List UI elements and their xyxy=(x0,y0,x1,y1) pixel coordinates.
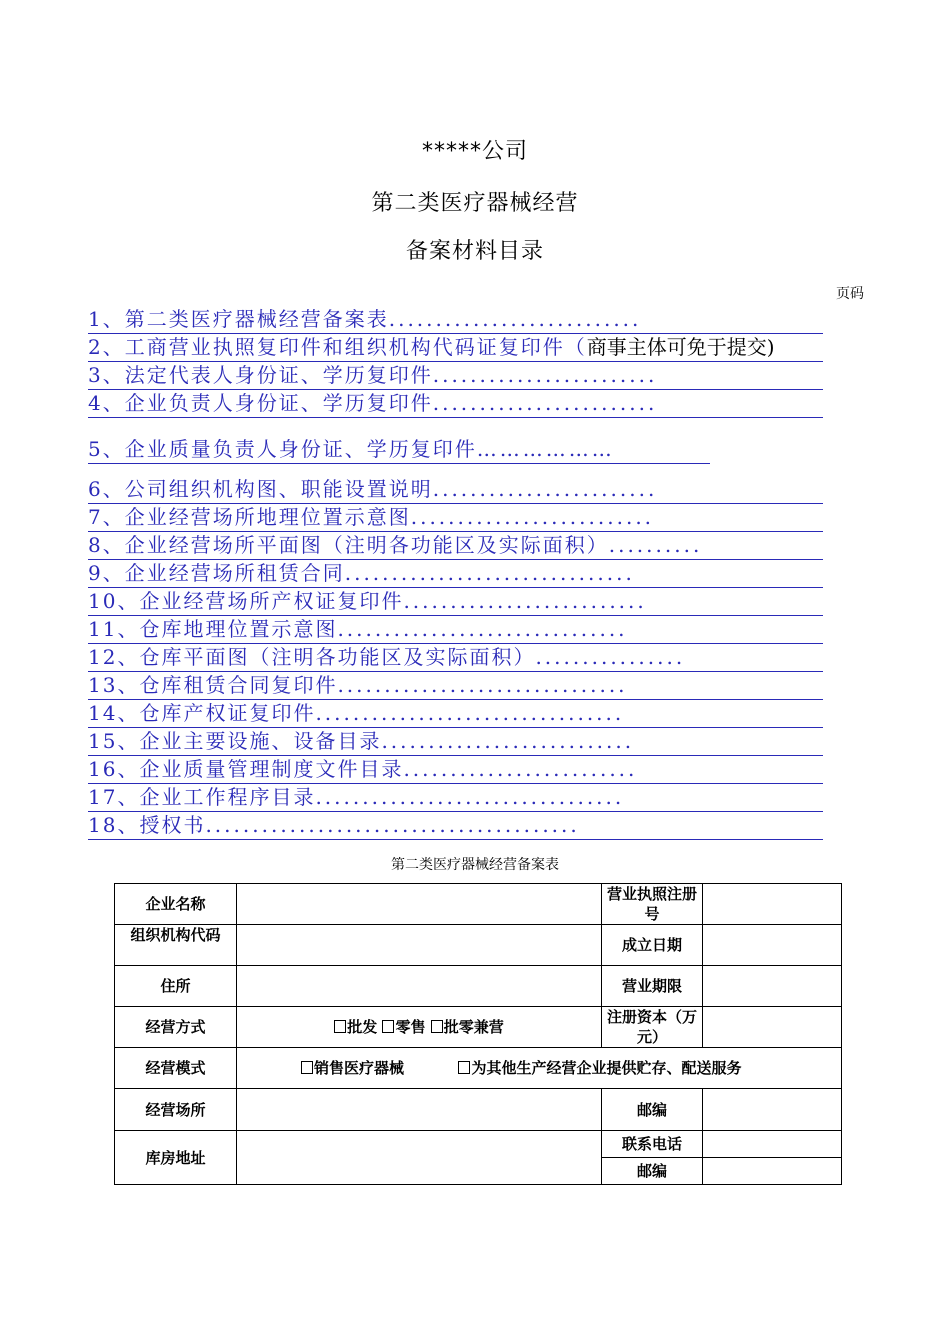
toc-item-label: 11、仓库地理位置示意图 xyxy=(88,617,338,641)
value-business-mode xyxy=(237,1007,602,1048)
toc-item-leader-dots: ........................... xyxy=(381,729,635,753)
toc-item[interactable] xyxy=(88,560,823,588)
toc-item-leader-dots: ................................. xyxy=(315,701,625,725)
toc-item-label: 9、企业经营场所租赁合同 xyxy=(88,561,345,585)
toc-item-label: 15、企业主要设施、设备目录 xyxy=(88,729,382,753)
value-address[interactable] xyxy=(237,966,602,1007)
label-license-no: 营业执照注册号 xyxy=(602,884,703,925)
toc-item-leader-dots: ................ xyxy=(535,645,686,669)
value-est-date[interactable] xyxy=(703,925,842,966)
toc-item-label: 16、企业质量管理制度文件目录 xyxy=(88,757,404,781)
label-company-name: 企业名称 xyxy=(115,884,237,925)
value-warehouse-address[interactable] xyxy=(237,1131,602,1185)
value-postcode-2[interactable] xyxy=(703,1158,842,1185)
value-registered-capital[interactable] xyxy=(703,1007,842,1048)
checkbox-icon xyxy=(301,1061,313,1074)
toc-item-leader-dots: ............................... xyxy=(344,561,635,585)
toc-item[interactable] xyxy=(88,504,823,532)
value-premises[interactable] xyxy=(237,1089,602,1131)
value-company-name[interactable] xyxy=(237,884,602,925)
toc-item-leader-dots: ........................ xyxy=(432,363,658,387)
toc-item[interactable] xyxy=(88,306,823,334)
option-wholesale[interactable]: 批发 xyxy=(334,1018,377,1036)
toc-item-leader-dots: ......................... xyxy=(403,757,638,781)
toc-item-label: 8、企业经营场所平面图（注明各功能区及实际面积） xyxy=(88,533,609,557)
toc-item[interactable] xyxy=(88,672,823,700)
option-storage-service[interactable]: 为其他生产经营企业提供贮存、配送服务 xyxy=(458,1059,741,1077)
option-both[interactable]: 批零兼营 xyxy=(431,1018,504,1036)
checkbox-icon xyxy=(382,1020,394,1033)
value-phone[interactable] xyxy=(703,1131,842,1158)
toc-item[interactable] xyxy=(88,476,823,504)
toc-item-leader-dots: .......................... xyxy=(410,505,655,529)
toc-item[interactable] xyxy=(88,812,823,840)
toc-item-label: 17、企业工作程序目录 xyxy=(88,785,316,809)
toc-item-label: 10、企业经营场所产权证复印件 xyxy=(88,589,404,613)
option-retail[interactable]: 零售 xyxy=(382,1018,425,1036)
form-caption: 第二类医疗器械经营备案表 xyxy=(391,857,559,873)
toc-item-leader-dots: ……………… xyxy=(476,437,615,461)
toc-item-leader-dots: ........................... xyxy=(388,307,642,331)
toc-item[interactable] xyxy=(88,390,823,418)
label-warehouse-address: 库房地址 xyxy=(115,1131,237,1185)
value-org-code[interactable] xyxy=(237,925,602,966)
value-business-model xyxy=(237,1048,842,1089)
toc-item-label: 1、第二类医疗器械经营备案表 xyxy=(88,307,389,331)
toc-item-label: 6、公司组织机构图、职能设置说明 xyxy=(88,477,433,501)
value-business-term[interactable] xyxy=(703,966,842,1007)
label-postcode-2: 邮编 xyxy=(602,1158,703,1185)
label-registered-capital: 注册资本（万元） xyxy=(602,1007,703,1048)
value-postcode[interactable] xyxy=(703,1089,842,1131)
label-business-model: 经营模式 xyxy=(115,1048,237,1089)
toc-item-label: 4、企业负责人身份证、学历复印件 xyxy=(88,391,433,415)
toc-item[interactable] xyxy=(88,700,823,728)
doc-title-line-2: 备案材料目录 xyxy=(405,239,544,264)
checkbox-icon xyxy=(431,1020,443,1033)
registration-form-table xyxy=(114,883,842,1185)
toc-item[interactable] xyxy=(88,784,823,812)
toc-item[interactable] xyxy=(88,362,823,390)
checkbox-icon xyxy=(458,1061,470,1074)
value-license-no[interactable] xyxy=(703,884,842,925)
toc-item-label: 7、企业经营场所地理位置示意图 xyxy=(88,505,411,529)
toc-item[interactable] xyxy=(88,532,823,560)
toc-item[interactable] xyxy=(88,436,710,464)
toc-item-label: 5、企业质量负责人身份证、学历复印件 xyxy=(88,437,477,461)
toc-item[interactable] xyxy=(88,756,823,784)
label-org-code: 组织机构代码 xyxy=(115,925,237,966)
company-title: *****公司 xyxy=(421,139,528,164)
toc-item[interactable] xyxy=(88,616,823,644)
toc-item-leader-dots: ........................ xyxy=(432,477,658,501)
toc-item-leader-dots: ............................... xyxy=(337,673,628,697)
label-phone: 联系电话 xyxy=(602,1131,703,1158)
toc-item-leader-dots: ............................... xyxy=(337,617,628,641)
toc-item[interactable] xyxy=(88,728,823,756)
toc-item-label: 3、法定代表人身份证、学历复印件 xyxy=(88,363,433,387)
label-est-date: 成立日期 xyxy=(602,925,703,966)
toc-item-label: 12、仓库平面图（注明各功能区及实际面积） xyxy=(88,645,536,669)
toc-item-leader-dots: ........................................ xyxy=(205,813,580,837)
toc-item-label: 2、工商营业执照复印件和组织机构代码证复印件（ xyxy=(88,335,587,359)
toc-item-leader-dots: .......................... xyxy=(403,589,647,613)
option-sell-devices[interactable]: 销售医疗器械 xyxy=(301,1059,404,1077)
label-postcode: 邮编 xyxy=(602,1089,703,1131)
toc-item-leader-dots: .......... xyxy=(608,533,703,557)
checkbox-icon xyxy=(334,1020,346,1033)
label-business-mode: 经营方式 xyxy=(115,1007,237,1048)
page-number-column-label: 页码 xyxy=(836,286,864,302)
toc-item[interactable] xyxy=(88,644,823,672)
toc-item-label: 18、授权书 xyxy=(88,813,206,837)
toc-item[interactable] xyxy=(88,334,823,362)
label-business-term: 营业期限 xyxy=(602,966,703,1007)
doc-title-line-1: 第二类医疗器械经营 xyxy=(371,191,579,216)
label-premises: 经营场所 xyxy=(115,1089,237,1131)
toc-item-leader-dots: ................................. xyxy=(315,785,625,809)
toc-item-label: 13、仓库租赁合同复印件 xyxy=(88,673,338,697)
toc-item-note: 商事主体可免于提交) xyxy=(586,335,775,359)
label-address: 住所 xyxy=(115,966,237,1007)
toc-item[interactable] xyxy=(88,588,823,616)
toc-item-label: 14、仓库产权证复印件 xyxy=(88,701,316,725)
toc-item-leader-dots: ........................ xyxy=(432,391,658,415)
